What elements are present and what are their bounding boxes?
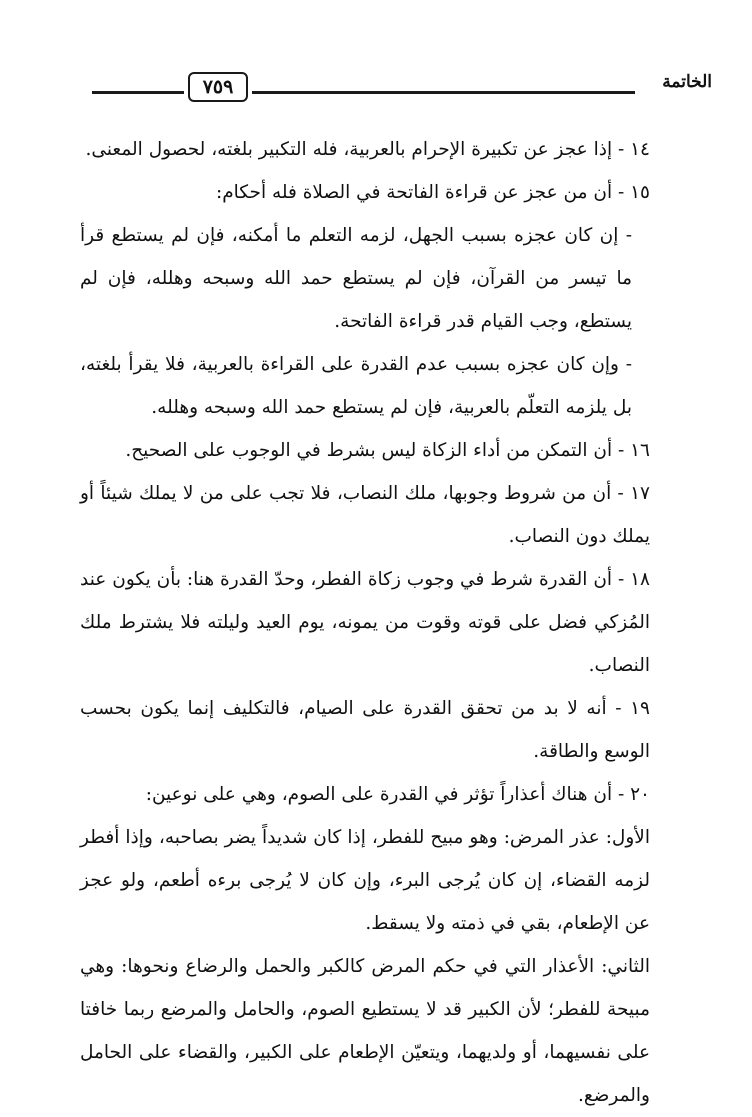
paragraph-19: ١٩ - أنه لا بد من تحقق القدرة على الصيام، فالتكليف إنما يكون بحسب الوسع والطاقة.	[80, 698, 650, 762]
paragraph-20: ٢٠ - أن هناك أعذاراً تؤثر في القدرة على الصوم، وهي على نوعين:	[145, 784, 650, 805]
page-number: ٧٥٩	[188, 72, 248, 102]
paragraph-15: ١٥ - أن من عجز عن قراءة الفاتحة في الصلاة فله أحكام:	[215, 182, 650, 203]
page-header	[92, 68, 712, 108]
paragraph-15-case-2: - وإن كان عجزه بسبب عدم القدرة على القراءة بالعربية، فلا يقرأ بلغته، بل يلزمه التعلّم بالعربية، فإن لم يستطع حمد الله وسبحه وهلله.	[80, 354, 632, 418]
header-rule-left	[92, 91, 184, 94]
paragraph-14: ١٤ - إذا عجز عن تكبيرة الإحرام بالعربية، فله التكبير بلغته، لحصول المعنى.	[85, 139, 650, 160]
paragraph-20-first-type: الأول: عذر المرض: وهو مبيح للفطر، إذا كان شديداً يضر بصاحبه، وإذا أفطر لزمه القضاء، إن كان يُرجى البرء، وإن كان لا يُرجى برءه أطعم، ولو عجز عن الإطعام، بقي في ذمته ولا يسقط.	[80, 827, 650, 934]
header-rule-right	[252, 91, 635, 94]
paragraph-20-second-type: الثاني: الأعذار التي في حكم المرض كالكبر والحمل والرضاع ونحوها: وهي مبيحة للفطر؛ لأن الكبير قد لا يستطيع الصوم، والحامل والمرضع ربما خافتا على نفسيهما، أو ولديهما، ويتعيّن الإطعام على الكبير، والقضاء على الحامل والمرضع.	[80, 956, 650, 1106]
paragraph-15-case-1: - إن كان عجزه بسبب الجهل، لزمه التعلم ما أمكنه، فإن لم يستطع قرأ ما تيسر من القرآن، فإن لم يستطع حمد الله وسبحه وهلله، فإن لم يستطع، وجب القيام قدر قراءة الفاتحة.	[80, 225, 632, 332]
paragraph-17: ١٧ - أن من شروط وجوبها، ملك النصاب، فلا تجب على من لا يملك شيئاً أو يملك دون النصاب.	[80, 483, 650, 547]
paragraph-18: ١٨ - أن القدرة شرط في وجوب زكاة الفطر، وحدّ القدرة هنا: بأن يكون عند المُزكي فضل على قوته وقوت من يمونه، يوم العيد وليلته فلا يشترط ملك النصاب.	[80, 569, 650, 676]
paragraph-16: ١٦ - أن التمكن من أداء الزكاة ليس بشرط في الوجوب على الصحيح.	[125, 440, 650, 461]
page-body	[80, 128, 720, 1117]
chapter-title: الخاتمة	[662, 72, 712, 92]
